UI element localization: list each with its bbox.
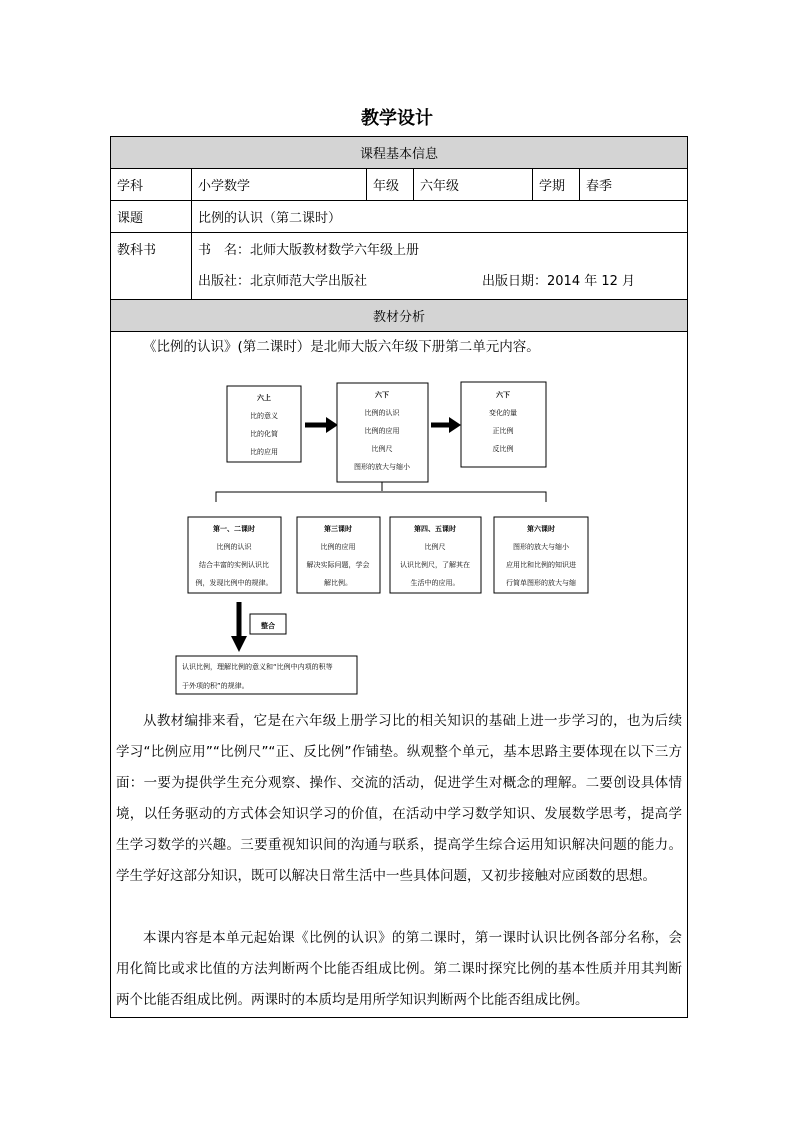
- svg-text:反比例: 反比例: [492, 445, 514, 453]
- svg-text:认识比例尺，了解其在: 认识比例尺，了解其在: [400, 561, 470, 569]
- course-info-header: 课程基本信息: [111, 137, 688, 169]
- svg-text:比例尺: 比例尺: [424, 543, 446, 551]
- term-label: 学期: [533, 169, 580, 201]
- analysis-paragraph-1: 从教材编排来看，它是在六年级上册学习比的相关知识的基础上进一步学习的，也为后续学习“比例应用”“比例尺”“正、反比例”作铺垫。纵观整个单元，基本思路主要体现在以下三方面：一要为提供学生充分观察、操作、交流的活动，促进学生对概念的理解。二要创设具体情境，以任务驱动的方式体会知识学习的价值，在活动中学习数学知识、发展数学思考，提高学生学习数学的兴趣。三要重视知识间的沟通与联系，提高学生综合运用知识解决问题的能力。学生学好这部分知识，既可以解决日常生活中一些具体问题，又初步接触对应函数的思想。: [116, 713, 682, 884]
- down-arrow-head: [231, 636, 247, 652]
- svg-text:第四、五课时: 第四、五课时: [414, 525, 456, 533]
- subject-label: 学科: [111, 169, 192, 201]
- svg-text:例，发现比例中的规律。: 例，发现比例中的规律。: [195, 579, 273, 587]
- svg-text:比例尺: 比例尺: [371, 445, 393, 453]
- arrow-b-c-head: [449, 417, 461, 433]
- svg-text:图形的放大与缩小: 图形的放大与缩小: [513, 543, 569, 551]
- page-title: 教学设计: [361, 108, 433, 129]
- svg-text:第三课时: 第三课时: [324, 525, 352, 533]
- svg-text:六下: 六下: [375, 391, 389, 399]
- grade-value: 六年级: [414, 169, 533, 201]
- analysis-paragraph-2: 本课内容是本单元起始课《比例的认识》的第二课时，第一课时认识比例各部分名称，会用化简比或求比值的方法判断两个比能否组成比例。第二课时探究比例的基本性质并用其判断两个比能否组成比例。两课时的本质均是用所学知识判断两个比能否组成比例。: [116, 930, 682, 1008]
- subject-value: 小学数学: [192, 169, 367, 201]
- summary-line-1: 认识比例，理解比例的意义和“比例中内项的积等: [182, 663, 333, 671]
- publish-date: 出版日期：2014 年 12 月: [482, 274, 636, 289]
- bracket-line: [216, 482, 546, 502]
- term-value: 春季: [580, 169, 688, 201]
- svg-text:变化的量: 变化的量: [489, 409, 517, 417]
- svg-text:比例的应用: 比例的应用: [320, 543, 356, 551]
- svg-text:正比例: 正比例: [492, 427, 514, 435]
- svg-text:比的化简: 比的化简: [250, 430, 278, 438]
- svg-text:行简单图形的放大与缩: 行简单图形的放大与缩: [506, 579, 576, 587]
- svg-text:第六课时: 第六课时: [527, 525, 555, 533]
- svg-text:比例的认识: 比例的认识: [216, 543, 252, 551]
- svg-text:六下: 六下: [496, 391, 510, 399]
- publisher: 出版社：北京师范大学出版社: [198, 274, 368, 289]
- grade-label: 年级: [367, 169, 414, 201]
- analysis-header: 教材分析: [111, 300, 688, 332]
- svg-text:六上: 六上: [257, 394, 271, 402]
- svg-text:第一、二课时: 第一、二课时: [213, 525, 255, 533]
- arrow-a-b-head: [326, 417, 338, 433]
- integrate-label: 整合: [261, 622, 275, 630]
- svg-text:解决实际问题，学会: 解决实际问题，学会: [306, 561, 370, 569]
- svg-text:比的应用: 比的应用: [250, 448, 278, 456]
- lesson-label: 课题: [111, 201, 192, 233]
- svg-text:生活中的应用。: 生活中的应用。: [410, 579, 460, 587]
- svg-text:应用比和比例的知识进: 应用比和比例的知识进: [506, 561, 576, 569]
- svg-text:图形的放大与缩小: 图形的放大与缩小: [354, 463, 410, 471]
- svg-text:比例的认识: 比例的认识: [364, 409, 400, 417]
- lesson-value: 比例的认识（第二课时）: [192, 201, 688, 233]
- summary-line-2: 于外项的积”的规律。: [182, 682, 249, 690]
- analysis-intro: 《比例的认识》(第二课时）是北师大版六年级下册第二单元内容。: [143, 339, 540, 355]
- book-name: 书 名：北师大版教材数学六年级上册: [198, 243, 420, 258]
- svg-text:比例的应用: 比例的应用: [364, 427, 400, 435]
- svg-text:解比例。: 解比例。: [324, 579, 352, 587]
- svg-text:结合丰富的实例认识比: 结合丰富的实例认识比: [199, 561, 269, 569]
- svg-text:比的意义: 比的意义: [250, 412, 278, 420]
- textbook-label: 教科书: [111, 233, 192, 300]
